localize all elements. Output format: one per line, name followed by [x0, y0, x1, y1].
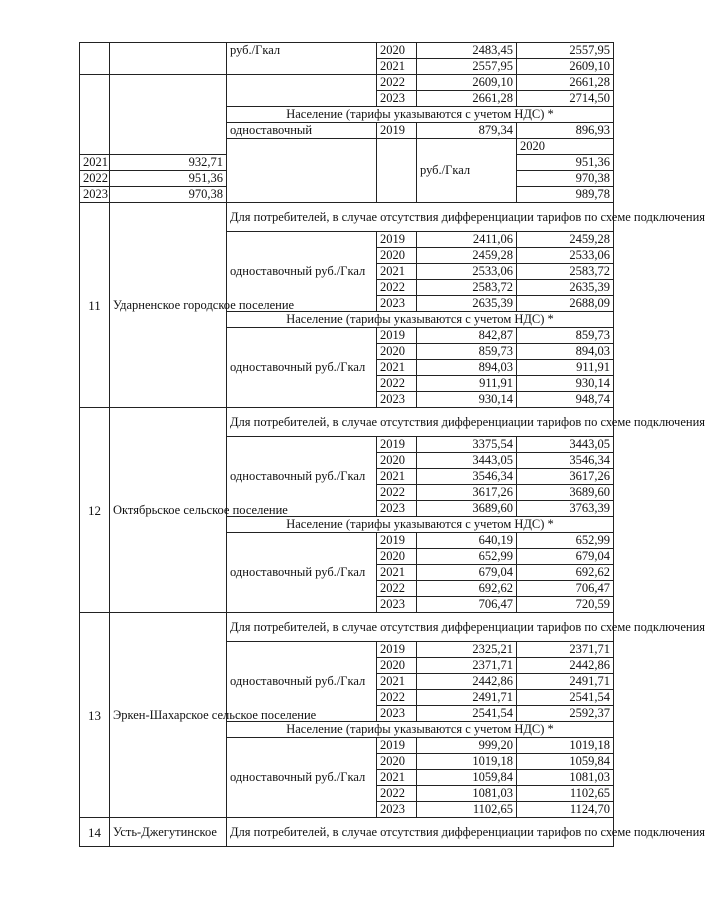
tariff-first-half-cell: 1102,65	[417, 802, 517, 818]
tariff-first-half-cell: 3443,05	[417, 453, 517, 469]
year-cell: 2021	[377, 770, 417, 786]
tariff-second-half-cell: 1019,18	[517, 738, 614, 754]
year-cell: 2021	[377, 565, 417, 581]
tariff-second-half-cell: 706,47	[517, 581, 614, 597]
year-cell: 2021	[377, 264, 417, 280]
row-number-cell	[227, 139, 377, 203]
tariff-group-header: Для потребителей, в случае отсутствия дифференциации тарифов по схеме подключения	[227, 818, 614, 847]
year-cell: 2022	[80, 171, 110, 187]
tariff-first-half-cell: 2491,71	[417, 690, 517, 706]
tariff-second-half-cell: 720,59	[517, 597, 614, 613]
tariff-second-half-cell: 1102,65	[517, 786, 614, 802]
tariff-table	[79, 42, 705, 847]
tariff-second-half-cell: 3617,26	[517, 469, 614, 485]
year-cell: 2022	[377, 280, 417, 296]
tariff-first-half-cell: 970,38	[110, 187, 227, 203]
year-cell: 2019	[377, 232, 417, 248]
tariff-first-half-cell: 3689,60	[417, 501, 517, 517]
tariff-first-half-cell: 930,14	[417, 392, 517, 408]
tariff-group-header: Для потребителей, в случае отсутствия дифференциации тарифов по схеме подключения	[227, 613, 614, 642]
year-cell: 2023	[377, 91, 417, 107]
tariff-first-half-cell: 2583,72	[417, 280, 517, 296]
tariff-first-half-cell: 692,62	[417, 581, 517, 597]
table-header-row	[80, 818, 614, 847]
table-row	[80, 43, 614, 59]
table-row	[80, 75, 614, 91]
tariff-first-half-cell: 1019,18	[417, 754, 517, 770]
settlement-name-cell	[377, 139, 417, 203]
tariff-unit-cell: одноставочный	[227, 123, 377, 139]
tariff-second-half-cell: 1081,03	[517, 770, 614, 786]
year-cell: 2022	[377, 690, 417, 706]
tariff-first-half-cell: 2411,06	[417, 232, 517, 248]
tariff-second-half-cell: 2592,37	[517, 706, 614, 722]
year-cell: 2022	[377, 376, 417, 392]
row-number-cell	[80, 43, 110, 75]
tariff-unit-cell	[227, 75, 377, 107]
tariff-first-half-cell: 3375,54	[417, 437, 517, 453]
tariff-first-half-cell: 1059,84	[417, 770, 517, 786]
tariff-second-half-cell: 2459,28	[517, 232, 614, 248]
table-header-row	[80, 408, 614, 437]
tariff-unit-cell: одноставочный руб./Гкал	[227, 738, 377, 818]
tariff-document-page	[79, 42, 705, 847]
tariff-second-half-cell: 896,93	[517, 123, 614, 139]
year-cell: 2021	[377, 674, 417, 690]
tariff-second-half-cell: 692,62	[517, 565, 614, 581]
tariff-first-half-cell: 2541,54	[417, 706, 517, 722]
tariff-second-half-cell: 948,74	[517, 392, 614, 408]
tariff-first-half-cell: 911,91	[417, 376, 517, 392]
tariff-unit-cell: одноставочный руб./Гкал	[227, 232, 377, 312]
year-cell: 2019	[377, 738, 417, 754]
year-cell: 2022	[377, 75, 417, 91]
tariff-second-half-cell: 894,03	[517, 344, 614, 360]
year-cell: 2023	[377, 296, 417, 312]
tariff-second-half-cell: 2661,28	[517, 75, 614, 91]
tariff-second-half-cell: 2541,54	[517, 690, 614, 706]
tariff-first-half-cell: 706,47	[417, 597, 517, 613]
year-cell: 2023	[377, 597, 417, 613]
tariff-unit-cell: одноставочный руб./Гкал	[227, 437, 377, 517]
tariff-second-half-cell: 679,04	[517, 549, 614, 565]
year-cell: 2019	[377, 533, 417, 549]
tariff-second-half-cell: 2714,50	[517, 91, 614, 107]
tariff-second-half-cell: 1059,84	[517, 754, 614, 770]
settlement-name-cell: Ударненское городское поселение	[110, 203, 227, 408]
year-cell: 2019	[377, 328, 417, 344]
year-cell: 2023	[377, 706, 417, 722]
tariff-first-half-cell: 2609,10	[417, 75, 517, 91]
tariff-unit-cell: руб./Гкал	[417, 139, 517, 203]
year-cell: 2023	[80, 187, 110, 203]
year-cell: 2022	[377, 581, 417, 597]
tariff-group-header: Для потребителей, в случае отсутствия дифференциации тарифов по схеме подключения	[227, 203, 614, 232]
tariff-second-half-cell: 2533,06	[517, 248, 614, 264]
settlement-name-cell	[110, 75, 227, 155]
year-cell: 2022	[377, 786, 417, 802]
tariff-unit-cell: руб./Гкал	[227, 43, 377, 75]
tariff-first-half-cell: 679,04	[417, 565, 517, 581]
tariff-first-half-cell: 999,20	[417, 738, 517, 754]
tariff-second-half-cell: 3689,60	[517, 485, 614, 501]
tariff-first-half-cell: 2635,39	[417, 296, 517, 312]
year-cell: 2019	[377, 123, 417, 139]
year-cell: 2019	[377, 642, 417, 658]
tariff-second-half-cell: 2609,10	[517, 59, 614, 75]
tariff-second-half-cell: 930,14	[517, 376, 614, 392]
tariff-second-half-cell: 2557,95	[517, 43, 614, 59]
year-cell: 2021	[80, 155, 110, 171]
year-cell: 2020	[377, 43, 417, 59]
tariff-second-half-cell: 2442,86	[517, 658, 614, 674]
tariff-first-half-cell: 3617,26	[417, 485, 517, 501]
tariff-second-half-cell: 859,73	[517, 328, 614, 344]
year-cell: 2020	[517, 139, 614, 155]
year-cell: 2023	[377, 802, 417, 818]
year-cell: 2022	[377, 485, 417, 501]
tariff-second-half-cell: 2371,71	[517, 642, 614, 658]
tariff-first-half-cell: 3546,34	[417, 469, 517, 485]
tariff-table-body	[80, 43, 705, 847]
tariff-second-half-cell: 3546,34	[517, 453, 614, 469]
tariff-group-header: Население (тарифы указываются с учетом НДС) *	[227, 312, 614, 328]
tariff-second-half-cell: 2583,72	[517, 264, 614, 280]
row-number-cell: 12	[80, 408, 110, 613]
year-cell: 2023	[377, 392, 417, 408]
tariff-second-half-cell: 3763,39	[517, 501, 614, 517]
table-header-row	[80, 613, 614, 642]
tariff-first-half-cell: 842,87	[417, 328, 517, 344]
tariff-first-half-cell: 2557,95	[417, 59, 517, 75]
year-cell: 2020	[377, 754, 417, 770]
table-header-row	[80, 203, 614, 232]
year-cell: 2020	[377, 658, 417, 674]
row-number-cell: 14	[80, 818, 110, 847]
tariff-first-half-cell: 879,34	[417, 123, 517, 139]
tariff-second-half-cell: 652,99	[517, 533, 614, 549]
tariff-first-half-cell: 2325,21	[417, 642, 517, 658]
settlement-name-cell	[110, 43, 227, 75]
tariff-first-half-cell: 2533,06	[417, 264, 517, 280]
year-cell: 2020	[377, 453, 417, 469]
tariff-second-half-cell: 989,78	[517, 187, 614, 203]
tariff-first-half-cell: 951,36	[110, 171, 227, 187]
year-cell: 2021	[377, 360, 417, 376]
tariff-group-header: Население (тарифы указываются с учетом НДС) *	[227, 107, 614, 123]
tariff-second-half-cell: 970,38	[517, 171, 614, 187]
tariff-first-half-cell: 859,73	[417, 344, 517, 360]
row-number-cell: 11	[80, 203, 110, 408]
tariff-first-half-cell: 1081,03	[417, 786, 517, 802]
tariff-second-half-cell: 3443,05	[517, 437, 614, 453]
tariff-first-half-cell: 640,19	[417, 533, 517, 549]
tariff-group-header: Население (тарифы указываются с учетом НДС) *	[227, 517, 614, 533]
tariff-first-half-cell: 2371,71	[417, 658, 517, 674]
tariff-first-half-cell: 932,71	[110, 155, 227, 171]
settlement-name-cell: Октябрьское сельское поселение	[110, 408, 227, 613]
settlement-name-cell: Усть-Джегутинское	[110, 818, 227, 847]
tariff-first-half-cell: 2442,86	[417, 674, 517, 690]
tariff-first-half-cell: 2483,45	[417, 43, 517, 59]
row-number-cell: 13	[80, 613, 110, 818]
year-cell: 2020	[377, 549, 417, 565]
tariff-second-half-cell: 2688,09	[517, 296, 614, 312]
year-cell: 2023	[377, 501, 417, 517]
row-number-cell	[80, 75, 110, 155]
tariff-unit-cell: одноставочный руб./Гкал	[227, 642, 377, 722]
tariff-group-header: Для потребителей, в случае отсутствия дифференциации тарифов по схеме подключения	[227, 408, 614, 437]
year-cell: 2021	[377, 59, 417, 75]
tariff-first-half-cell: 2459,28	[417, 248, 517, 264]
tariff-second-half-cell: 951,36	[517, 155, 614, 171]
settlement-name-cell: Эркен-Шахарское сельское поселение	[110, 613, 227, 818]
tariff-second-half-cell: 1124,70	[517, 802, 614, 818]
tariff-second-half-cell: 2635,39	[517, 280, 614, 296]
tariff-first-half-cell: 894,03	[417, 360, 517, 376]
tariff-second-half-cell: 2491,71	[517, 674, 614, 690]
tariff-unit-cell: одноставочный руб./Гкал	[227, 533, 377, 613]
year-cell: 2021	[377, 469, 417, 485]
tariff-second-half-cell: 911,91	[517, 360, 614, 376]
tariff-unit-cell: одноставочный руб./Гкал	[227, 328, 377, 408]
tariff-group-header: Население (тарифы указываются с учетом НДС) *	[227, 722, 614, 738]
tariff-first-half-cell: 652,99	[417, 549, 517, 565]
year-cell: 2020	[377, 248, 417, 264]
year-cell: 2020	[377, 344, 417, 360]
tariff-first-half-cell: 2661,28	[417, 91, 517, 107]
year-cell: 2019	[377, 437, 417, 453]
